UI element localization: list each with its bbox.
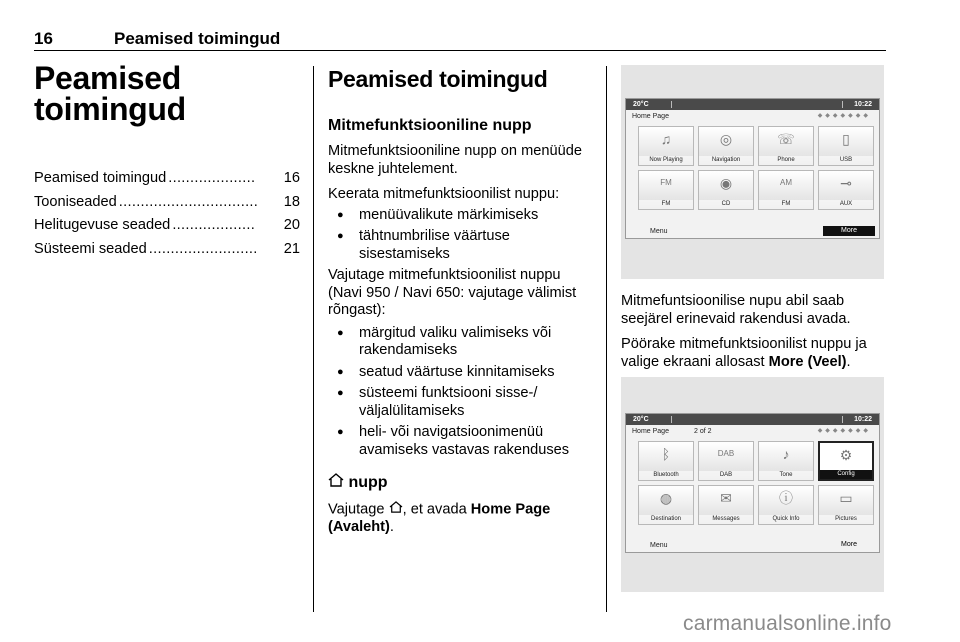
page-number: 16 <box>34 29 53 48</box>
toc-entry[interactable] <box>34 191 300 215</box>
aux-icon: ⊸ <box>840 175 852 191</box>
ui-term: Home Page (Avaleht) <box>328 501 551 536</box>
more-page-screenshot <box>621 377 884 592</box>
tile-label: Phone <box>759 156 813 165</box>
paragraph: Vajutage mitmefunktsioonilist nuppu (Navi 950 / Navi 650: vajutage välimist rõngast): <box>328 267 577 318</box>
phone-icon: ☏ <box>777 131 795 147</box>
destination-icon: ◍ <box>659 490 673 506</box>
app-grid <box>638 126 874 210</box>
tile-label: Messages <box>699 515 753 524</box>
app-tile[interactable] <box>818 126 874 166</box>
page-header <box>34 30 886 51</box>
tile-label: CD <box>699 200 753 209</box>
text: , et avada <box>402 501 467 518</box>
caption <box>621 336 889 371</box>
navigation-icon: ◎ <box>719 131 733 147</box>
toc-label: Tooniseaded <box>34 193 117 210</box>
tile-label: FM <box>759 200 813 209</box>
list-item: ● tähtnumbrilise väärtuse sisestamiseks <box>328 228 596 263</box>
temperature: 20°C <box>633 101 649 108</box>
chapter-title <box>34 60 300 127</box>
screen-page-title: Home Page <box>632 113 669 120</box>
infotainment-screen <box>625 98 880 239</box>
usb-icon: ▯ <box>842 131 850 147</box>
home-button-heading <box>328 473 596 493</box>
table-of-contents <box>34 167 300 261</box>
toc-label: Helitugevuse seaded <box>34 217 171 233</box>
watermark: carmanualsonline.info <box>683 612 892 635</box>
tile-label: USB <box>819 156 873 165</box>
toc-label: Peamised toimingud <box>34 170 167 186</box>
app-tile[interactable] <box>698 126 754 166</box>
tile-label: Destination <box>639 515 693 524</box>
app-tile[interactable] <box>638 170 694 210</box>
list-item: ● märgitud valiku valimiseks või rakendamiseks <box>328 325 596 360</box>
infotainment-screen <box>625 413 880 553</box>
right-column <box>621 293 889 371</box>
list-item: ● seatud väärtuse kinnitamiseks <box>328 364 596 382</box>
tile-label: Pictures <box>819 515 873 524</box>
tile-label: Tone <box>759 471 813 480</box>
status-bar <box>626 99 879 110</box>
toc-page: 16 <box>283 170 300 186</box>
am-icon: AM <box>780 178 792 187</box>
column-divider <box>606 66 607 612</box>
screen-menu-button[interactable]: Menu <box>650 542 668 549</box>
toc-leader: ......................... <box>148 240 258 257</box>
page-indicator: 2 of 2 <box>694 428 712 435</box>
list-item: ● menüüvalikute märkimiseks <box>328 207 596 225</box>
toc-leader: .................... <box>168 170 256 186</box>
header-title: Peamised toimingud <box>114 29 281 48</box>
text: Vajutage <box>328 501 385 518</box>
bluetooth-icon: ᛒ <box>661 446 671 462</box>
home-page-screenshot <box>621 65 884 279</box>
toc-page: 18 <box>283 193 300 210</box>
text: . <box>846 353 851 370</box>
tile-label: Bluetooth <box>639 471 693 480</box>
screen-more-button[interactable]: More <box>823 226 875 236</box>
status-bar <box>626 414 879 425</box>
app-tile[interactable] <box>818 170 874 210</box>
clock: 10:22 <box>854 101 872 108</box>
column-divider <box>313 66 314 612</box>
main-column <box>328 65 596 537</box>
status-icons: ◆◆◆◆◆◆◆ <box>817 113 871 119</box>
tone-icon: ♪ <box>782 446 790 462</box>
app-tile[interactable] <box>758 170 814 210</box>
toc-entry[interactable] <box>34 167 300 191</box>
dab-icon: DAB <box>717 449 735 458</box>
chapter-title-line: Peamised <box>34 60 182 96</box>
clock: 10:22 <box>854 416 872 423</box>
app-tile[interactable] <box>698 485 754 525</box>
tile-label: AUX <box>819 200 873 209</box>
tile-label: Quick Info <box>759 515 813 524</box>
fm-icon: FM <box>660 178 672 187</box>
cd-icon: ◉ <box>719 175 733 191</box>
tile-label: FM <box>639 200 693 209</box>
now-playing-icon: ♫ <box>660 131 672 147</box>
tile-label: Now Playing <box>639 156 693 165</box>
section-title: Peamised toimingud <box>328 66 548 92</box>
home-icon <box>328 473 344 493</box>
chapter-sidebar <box>34 60 300 261</box>
home-icon <box>389 501 403 519</box>
paragraph: Mitmefunktsiooniline nupp on menüüde keskne juhtelement. <box>328 143 582 177</box>
status-icons: ◆◆◆◆◆◆◆ <box>817 428 871 434</box>
app-tile[interactable] <box>818 485 874 525</box>
config-icon: ⚙ <box>839 447 853 463</box>
toc-page: 20 <box>283 217 300 233</box>
caption: Mitmefuntsioonilise nupu abil saab seejärel erinevaid rakendusi avada. <box>621 293 851 327</box>
messages-icon: ✉ <box>720 490 732 506</box>
list-item: ● heli- või navigatsioonimenüü avamiseks vastavas rakenduses <box>328 424 596 459</box>
toc-entry[interactable] <box>34 214 300 238</box>
tile-label: Config <box>820 470 872 479</box>
toc-leader: ................... <box>172 217 256 233</box>
pictures-icon: ▭ <box>839 490 853 506</box>
toc-entry[interactable] <box>34 238 300 262</box>
bullet-list <box>328 325 596 460</box>
screen-menu-button[interactable]: Menu <box>650 228 668 235</box>
app-tile[interactable] <box>638 485 694 525</box>
app-tile[interactable] <box>758 485 814 525</box>
app-tile[interactable] <box>638 126 694 166</box>
paragraph: Keerata mitmefunktsioonilist nuppu: <box>328 186 560 202</box>
screen-more-button[interactable]: More <box>841 541 857 548</box>
temperature: 20°C <box>633 416 649 423</box>
app-tile[interactable] <box>698 170 754 210</box>
home-button-label: nupp <box>348 474 388 492</box>
text: Pöörake mitmefunktsioonilist nuppu ja valige ekraani allosast <box>621 336 867 370</box>
quick-info-icon: ⓘ <box>779 490 793 506</box>
paragraph <box>328 501 596 537</box>
chapter-title-line: toimingud <box>34 91 186 127</box>
app-tile[interactable] <box>638 441 694 481</box>
screen-page-title: Home Page <box>632 428 669 435</box>
app-tile[interactable] <box>758 126 814 166</box>
ui-term: More (Veel) <box>768 353 847 370</box>
toc-label: Süsteemi seaded <box>34 240 147 257</box>
app-grid <box>638 441 874 525</box>
toc-leader: ................................ <box>118 193 259 210</box>
text: . <box>389 519 394 536</box>
app-tile-selected[interactable] <box>818 441 874 481</box>
tile-label: Navigation <box>699 156 753 165</box>
toc-page: 21 <box>283 240 300 257</box>
app-tile[interactable] <box>698 441 754 481</box>
subsection-title: Mitmefunktsiooniline nupp <box>328 117 532 134</box>
bullet-list <box>328 207 596 264</box>
tile-label: DAB <box>699 471 753 480</box>
list-item: ● süsteemi funktsiooni sisse-/ väljalülitamiseks <box>328 385 596 420</box>
app-tile[interactable] <box>758 441 814 481</box>
